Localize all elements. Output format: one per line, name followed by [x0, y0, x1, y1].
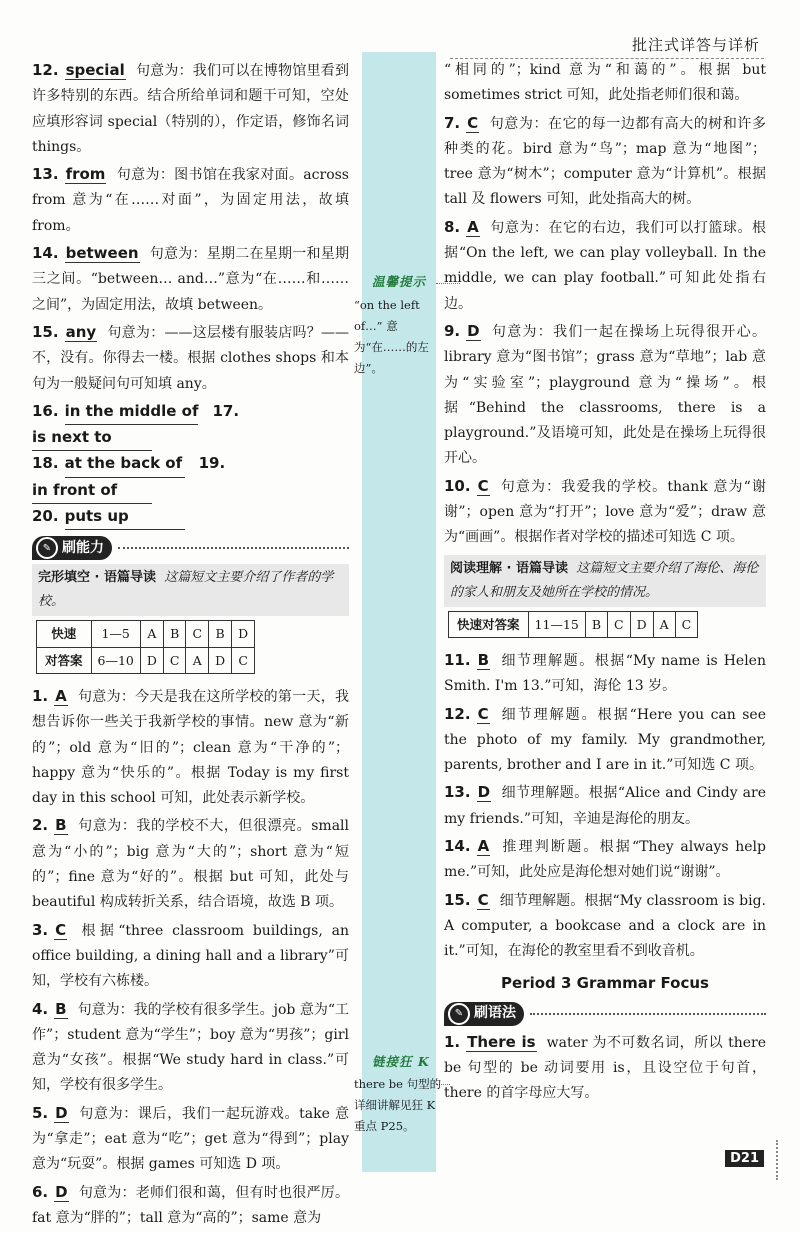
table-cell: A [186, 647, 209, 673]
answer-entry [444, 319, 766, 472]
table-range: 11—15 [528, 611, 585, 637]
answer-key: C [55, 920, 67, 939]
explanation-text: 句意为：课后，我们一起玩游戏。take 意为“拿走”；eat 意为“吃”；get 意为“得到”；play 意为“玩耍”。根据 games 可知选 D 项。 [32, 1105, 349, 1173]
question-number: 15. [32, 322, 59, 341]
question-number: 13. [32, 165, 59, 184]
answer-key: C [477, 476, 489, 495]
answer-key: D [477, 783, 491, 802]
tip-title: 温馨提示 [372, 274, 427, 289]
table-cell: C [232, 647, 255, 673]
question-number: 17. [212, 401, 240, 420]
answer-entry [32, 162, 349, 239]
explanation-text: 推理判断题。根据“They always help me.”可知，此处应是海伦想对她们说“谢谢”。 [444, 839, 766, 881]
answer-entry [32, 997, 349, 1099]
question-number: 18. [32, 454, 59, 473]
explanation-text: 句意为：我们可以在博物馆里看到许多特别的东西。结合所给单词和题干可知，空处应填形容词 special（特别的），作定语，修饰名词 things。 [32, 63, 349, 155]
question-number: 13. [444, 783, 471, 802]
answer-key: B [55, 816, 67, 835]
answer-key: D [55, 1182, 68, 1201]
answer-entry [32, 1101, 349, 1178]
answer-entry [32, 58, 349, 160]
answer-key: C [477, 890, 489, 909]
table-cell: C [608, 611, 631, 637]
answer-key: any [65, 322, 97, 341]
right-column [444, 58, 766, 1109]
answer-entry [444, 1030, 766, 1107]
reading-answer-table [448, 611, 698, 638]
question-number: 16. [32, 401, 59, 420]
answer-entry [32, 684, 349, 811]
tip-text: “on the left of…” 意为“在……的左边”。 [354, 298, 429, 375]
question-number: 10. [444, 476, 471, 495]
table-cell: B [163, 621, 186, 647]
answer-key: C [467, 113, 479, 132]
answer-key: in the middle of [65, 399, 199, 425]
pencil-icon: ✎ [36, 537, 58, 559]
cloze-guide-tag: 完形填空 · 语篇导读 [38, 570, 156, 586]
answer-key: A [467, 217, 479, 236]
table-cell: C [163, 647, 186, 673]
answer-entry [444, 648, 766, 700]
table-range: 1—5 [91, 621, 140, 647]
table-range: 6—10 [91, 647, 140, 673]
answer-key: There is [467, 1032, 536, 1051]
question-number: 2. [32, 816, 49, 835]
question-number: 14. [444, 837, 471, 856]
answer-entry [444, 111, 766, 213]
table-label: 快速对答案 [449, 611, 529, 637]
answer-entry [444, 215, 766, 317]
answer-entry [444, 702, 766, 779]
reading-guide-tag: 阅读理解 · 语篇导读 [450, 560, 568, 576]
table-cell: B [585, 611, 607, 637]
question-number: 20. [32, 507, 59, 526]
explanation-text: 句意为：星期二在星期一和星期三之间。“between… and…”意为“在……和……之间”，为固定用法，故填 between。 [32, 246, 349, 313]
explanation-text: 句意为：在它的右边，我们可以打篮球。根据“On the left, we can play volleyball. In the middle, we can play football.”可知此处指右边。 [444, 219, 766, 312]
answer-key: in front of [32, 478, 152, 504]
corner-decoration [776, 1140, 792, 1180]
question-number: 9. [444, 321, 461, 340]
explanation-text: 句意为：今天是我在这所学校的第一天，我想告诉你一些关于我新学校的事情。new 意为“新的”；old 意为“旧的”；clean 意为“干净的”；happy 意为“快乐的”。根据 Today is my first day in this school 可知，此处表示新学校。 [32, 688, 349, 807]
question-number: 8. [444, 217, 461, 236]
answer-key: D [55, 1103, 68, 1122]
answer-entry [32, 918, 349, 995]
answer-key: B [55, 999, 67, 1018]
question-number: 1. [32, 686, 49, 705]
answer-entry [444, 474, 766, 551]
answer-entry [32, 241, 349, 318]
explanation-text: water 为不可数名词，所以 there be 句型的 be 动词要用 is，且设空位于句首，there 的首字母应大写。 [444, 1034, 766, 1102]
grammar-badge [444, 1002, 524, 1026]
answer-entry [32, 320, 349, 397]
explanation-text: 句意为：老师们很和蔼，但有时也很严厉。fat 意为“胖的”；tall 意为“高的”；same 意为 [32, 1184, 349, 1226]
ability-badge [32, 536, 112, 560]
question-number: 12. [444, 704, 471, 723]
table-cell: A [653, 611, 675, 637]
answer-key: D [467, 321, 480, 340]
answer-key: special [65, 61, 125, 79]
explanation-text: 句意为：我们一起在操场上玩得很开心。library 意为“图书馆”；grass 意为“草地”；lab 意为“实验室”；playground 意为“操场”。根据“Behind the classrooms, there is a playground.”及语境可知，此处是在操场上玩得很开心。 [444, 323, 766, 467]
answer-key: A [55, 686, 67, 705]
answer-entry [444, 834, 766, 886]
answer-entry [444, 780, 766, 832]
explanation-text: 细节理解题。根据“My name is Helen Smith. I'm 13.”可知，海伦 13 岁。 [444, 652, 766, 695]
explanation-text: 细节理解题。根据“Here you can see the photo of my family. My grandmother, parents, brother and I are in it.”可知选 C 项。 [444, 706, 766, 774]
explanation-text: 细节理解题。根据“My classroom is big. A computer, a bookcase and a clock are in it.”可知，在海伦的教室里看不到收音机。 [444, 892, 766, 960]
answer-key: between [65, 244, 139, 263]
explanation-text: 句意为：——这层楼有服装店吗？——不，没有。你得去一楼。根据 clothes shops 和本句为一般疑问句可知填 any。 [32, 324, 349, 392]
table-cell: D [630, 611, 653, 637]
question-number: 19. [198, 454, 226, 473]
answer-key: C [477, 704, 489, 723]
answer-entry [444, 888, 766, 965]
cloze-guide [32, 564, 349, 616]
question-number: 11. [444, 650, 471, 669]
explanation-text: 句意为：图书馆在我家对面。across from 意为“在……对面”，为固定用法，故填 from。 [32, 167, 349, 234]
cloze-answer-table [36, 620, 255, 674]
continued-text: “相同的”；kind 意为“和蔼的”。根据 but sometimes strict 可知，此处指老师们很和蔼。 [444, 62, 766, 104]
reading-guide [444, 555, 766, 607]
cloze-guide-text: 这篇短文主要介绍了作者的学校。 [38, 570, 334, 610]
table-cell: D [209, 647, 232, 673]
explanation-text: 句意为：我爱我的学校。thank 意为“谢谢”；open 意为“打开”；love 意为“爱”；draw 意为“画画”。根据作者对学校的描述可知选 C 项。 [444, 478, 766, 546]
table-cell: D [140, 647, 163, 673]
reading-guide-text: 这篇短文主要介绍了海伦、海伦的家人和朋友及她所在学校的情况。 [450, 560, 759, 600]
dotted-rule [118, 547, 349, 549]
question-number: 15. [444, 890, 471, 909]
answer-row [32, 451, 349, 504]
grammar-section-head [444, 1002, 766, 1026]
table-cell: C [675, 611, 698, 637]
question-number: 6. [32, 1182, 49, 1201]
answer-key: puts up [65, 504, 185, 530]
question-number: 3. [32, 920, 49, 939]
answer-row [32, 399, 349, 452]
table-cell: B [209, 621, 232, 647]
answer-key: is next to [32, 425, 152, 451]
explanation-text: 根据“three classroom buildings, an office building, a dining hall and a library”可知，学校有六栋楼。 [32, 922, 349, 990]
link-title: 链接狂 K [372, 1054, 430, 1069]
table-cell: C [186, 621, 209, 647]
answer-key: A [477, 837, 490, 856]
link-text: there be 句型的详细讲解见狂 K 重点 P25。 [354, 1077, 442, 1133]
question-number: 14. [32, 244, 59, 263]
table-cell: A [140, 621, 163, 647]
answer-entry [32, 1180, 349, 1232]
table-label-top: 快速 [37, 621, 92, 647]
margin-band [362, 52, 436, 1172]
dotted-rule [530, 1013, 766, 1015]
answer-key: from [65, 165, 106, 184]
question-number: 4. [32, 999, 49, 1018]
question-number: 12. [32, 61, 59, 79]
answer-row [32, 504, 349, 530]
explanation-text: 细节理解题。根据“Alice and Cindy are my friends.”可知，辛迪是海伦的朋友。 [444, 785, 766, 827]
question-number: 1. [444, 1032, 461, 1051]
explanation-text: 句意为：我的学校有很多学生。job 意为“工作”；student 意为“学生”；boy 意为“男孩”；girl 意为“女孩”。根据“We study hard in class.”可知，学校有很多学生。 [32, 1001, 349, 1094]
grammar-label: 刷语法 [474, 1005, 516, 1022]
pencil-icon: ✎ [448, 1003, 470, 1025]
table-cell: D [232, 621, 255, 647]
table-label-bottom: 对答案 [37, 647, 92, 673]
question-number: 7. [444, 113, 461, 132]
ability-section-head [32, 536, 349, 560]
explanation-text: 句意为：我的学校不大，但很漂亮。small 意为“小的”；big 意为“大的”；short 意为“短的”；fine 意为“好的”。根据 but 可知，此处与 beautiful 构成转折关系，结合语境，故选 B 项。 [32, 818, 349, 911]
answer-key: B [477, 650, 490, 669]
question-number: 5. [32, 1103, 49, 1122]
period-title: Period 3 Grammar Focus [501, 973, 709, 992]
page-number: D21 [725, 1150, 764, 1167]
ability-label: 刷能力 [62, 539, 104, 556]
answer-entry [32, 813, 349, 915]
explanation-text: 句意为：在它的每一边都有高大的树和许多种类的花。bird 意为“鸟”；map 意为“地图”；tree 意为“树木”；computer 意为“计算机”。根据 tall 及 flowers 可知，此处指高大的树。 [444, 115, 766, 208]
left-column [32, 58, 349, 1233]
answer-key: at the back of [65, 451, 185, 477]
page-header-title: 批注式详答与详析 [631, 36, 760, 54]
